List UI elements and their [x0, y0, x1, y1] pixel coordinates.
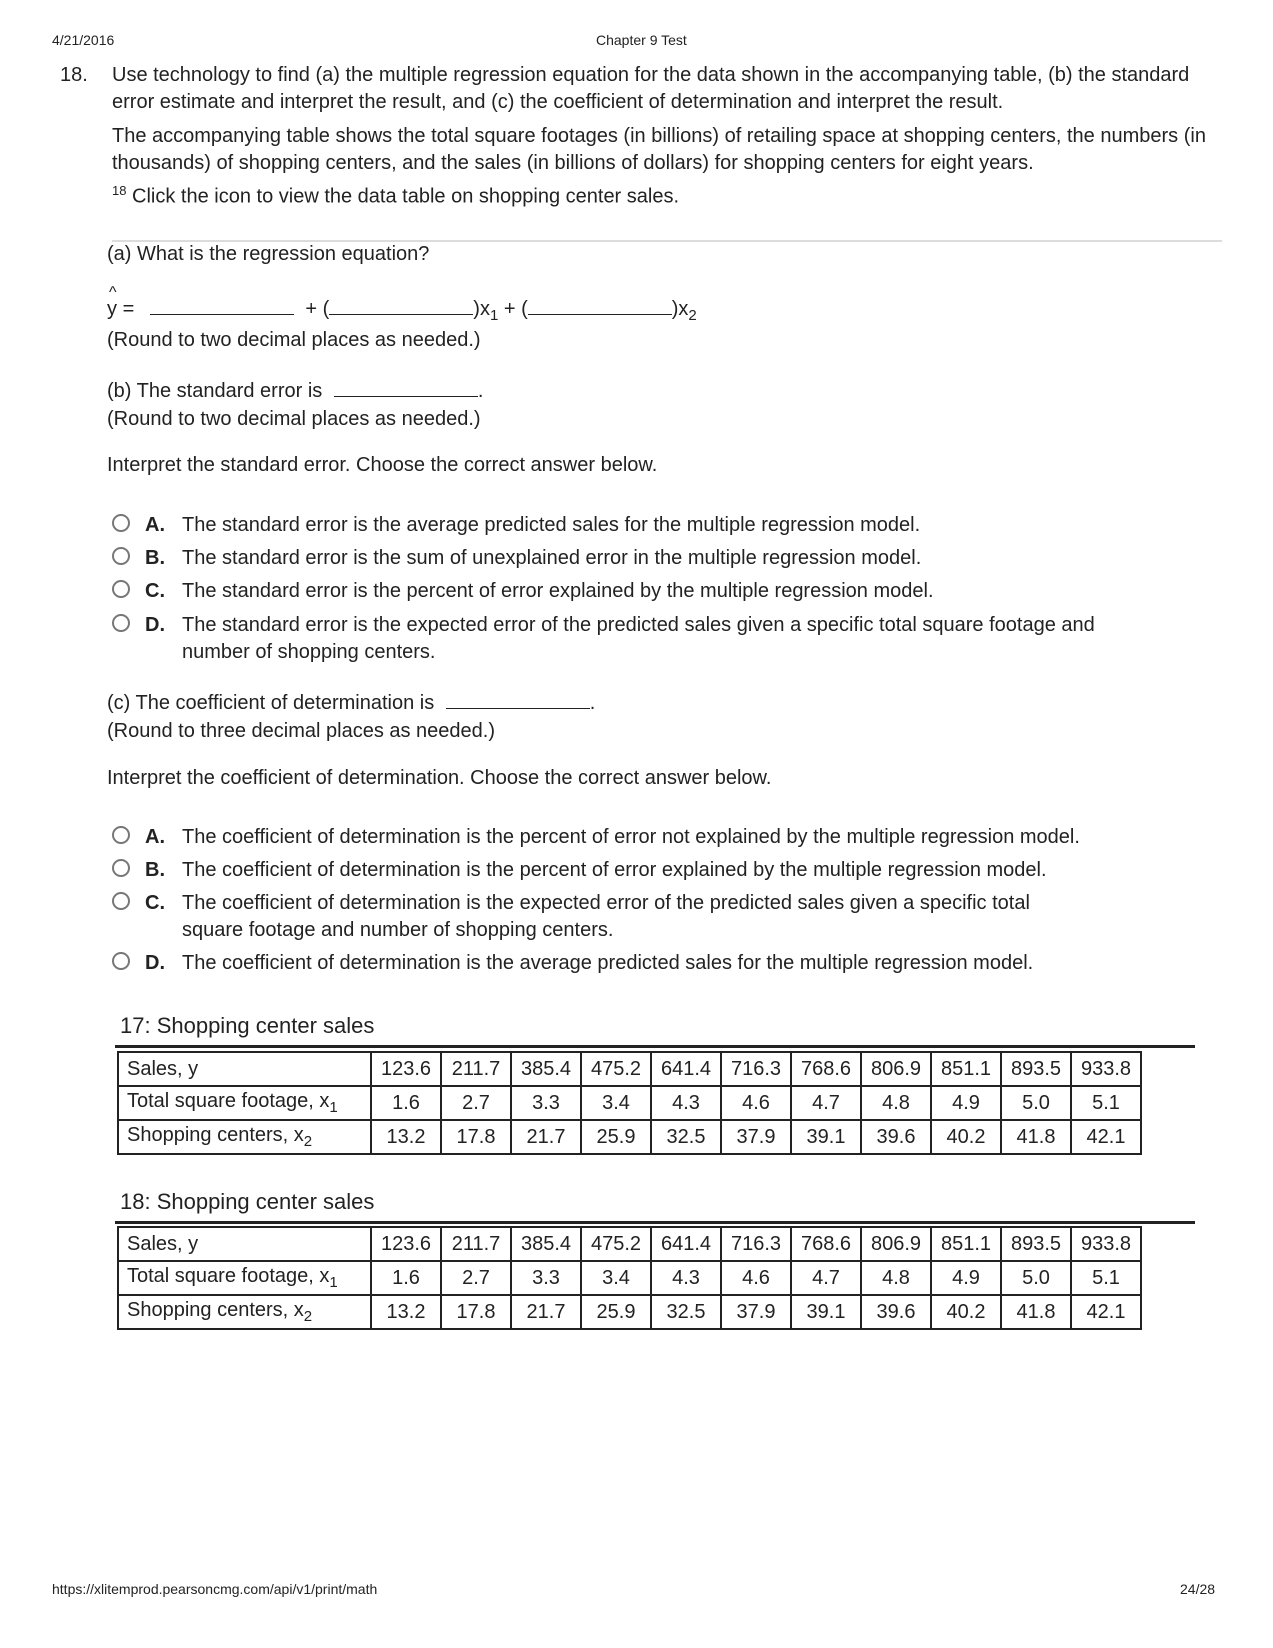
part-b-round-note: (Round to two decimal places as needed.) — [107, 408, 481, 430]
question-description: The accompanying table shows the total square footages (in billions) of retailing space at shopping centers, the numbers (in thousands) of shopping centers, and the sales (in billions of dollars) for shopping centers for eight years. — [112, 125, 1206, 174]
part-c-round-note: (Round to three decimal places as needed.) — [107, 720, 496, 742]
part-c-period: . — [589, 692, 596, 714]
table-row: Shopping centers, $x_2$ 13.2 17.8 21.7 25.9 32.5 37.9 39.1 39.6 40.2 41.8 42.1 — [118, 1120, 1141, 1154]
question-body — [112, 62, 1222, 211]
table-row: Total square footage, $x_1$ 1.6 2.7 3.3 3.4 4.3 4.6 4.7 4.8 4.9 5.0 5.1 — [118, 1086, 1141, 1120]
y-hat: ^ y — [107, 296, 117, 322]
standard-error-input[interactable] — [334, 376, 478, 397]
table-row: Sales, y 123.6 211.7 385.4 475.2 641.4 716.3 768.6 806.9 851.1 893.5 933.8 — [118, 1227, 1141, 1261]
row-label: Total square footage, $x_1$ — [118, 1086, 371, 1120]
radio-button[interactable] — [112, 826, 130, 844]
part-c-line — [107, 688, 595, 716]
x1-coefficient-input[interactable] — [329, 294, 473, 315]
table-17-title: 17: Shopping center sales — [120, 1013, 375, 1038]
data-table-link[interactable] — [112, 177, 1222, 211]
part-b-line — [107, 376, 483, 404]
part-b-interpret: Interpret the standard error. Choose the correct answer below. — [107, 454, 658, 476]
table-18-rule — [115, 1221, 1195, 1224]
row-label: Sales, y — [118, 1227, 371, 1261]
radio-button[interactable] — [112, 614, 130, 632]
coefficient-of-determination-input[interactable] — [446, 688, 590, 709]
question-number: 18. — [60, 64, 88, 86]
footnote-ref: 18 — [112, 183, 127, 198]
part-c-interpret: Interpret the coefficient of determination. Choose the correct answer below. — [107, 767, 772, 789]
hat-symbol: ^ — [109, 284, 117, 301]
part-b-label: (b) The standard error is — [107, 380, 323, 402]
data-table-18 — [117, 1226, 1142, 1330]
print-date: 4/21/2016 — [52, 32, 115, 48]
table-18-title: 18: Shopping center sales — [120, 1189, 375, 1214]
data-table-link-text[interactable]: Click the icon to view the data table on shopping center sales. — [132, 185, 680, 208]
radio-button[interactable] — [112, 580, 130, 598]
part-b-period: . — [477, 380, 484, 402]
part-a-label: (a) What is the regression equation? — [107, 243, 430, 265]
page-number: 24/28 — [1180, 1581, 1216, 1597]
radio-button[interactable] — [112, 859, 130, 877]
page-header-title: Chapter 9 Test — [596, 32, 687, 48]
x1-term: )$x_1$ — [473, 298, 499, 324]
table-17-rule — [115, 1045, 1195, 1048]
footer-url: https://xlitemprod.pearsoncmg.com/api/v1/print/math — [52, 1581, 378, 1597]
equals-sign: = — [122, 298, 135, 320]
radio-button[interactable] — [112, 514, 130, 532]
table-row: Shopping centers, $x_2$ 13.2 17.8 21.7 25.9 32.5 37.9 39.1 39.6 40.2 41.8 42.1 — [118, 1295, 1141, 1329]
regression-equation — [107, 284, 697, 329]
radio-button[interactable] — [112, 547, 130, 565]
row-label: Shopping centers, $x_2$ — [118, 1120, 371, 1154]
data-table-17 — [117, 1051, 1142, 1155]
part-a-round-note: (Round to two decimal places as needed.) — [107, 329, 481, 351]
row-label: Sales, y — [118, 1052, 371, 1086]
row-label: Total square footage, $x_1$ — [118, 1261, 371, 1295]
table-row: Total square footage, $x_1$ 1.6 2.7 3.3 3.4 4.3 4.6 4.7 4.8 4.9 5.0 5.1 — [118, 1261, 1141, 1295]
radio-button[interactable] — [112, 892, 130, 910]
x2-coefficient-input[interactable] — [528, 294, 672, 315]
row-label: Shopping centers, $x_2$ — [118, 1295, 371, 1329]
table-row: Sales, y 123.6 211.7 385.4 475.2 641.4 716.3 768.6 806.9 851.1 893.5 933.8 — [118, 1052, 1141, 1086]
radio-button[interactable] — [112, 952, 130, 970]
part-c-label: (c) The coefficient of determination is — [107, 692, 435, 714]
intercept-input[interactable] — [150, 294, 294, 315]
x2-term: )$x_2$ — [671, 298, 697, 324]
plus-paren-1: + ( — [305, 298, 330, 320]
question-prompt: Use technology to find (a) the multiple regression equation for the data shown in the accompanying table, (b) the standard error estimate and interpret the result, and (c) the coefficient of determination and interpret the result. — [112, 64, 1190, 113]
plus-paren-2: + ( — [498, 298, 528, 320]
